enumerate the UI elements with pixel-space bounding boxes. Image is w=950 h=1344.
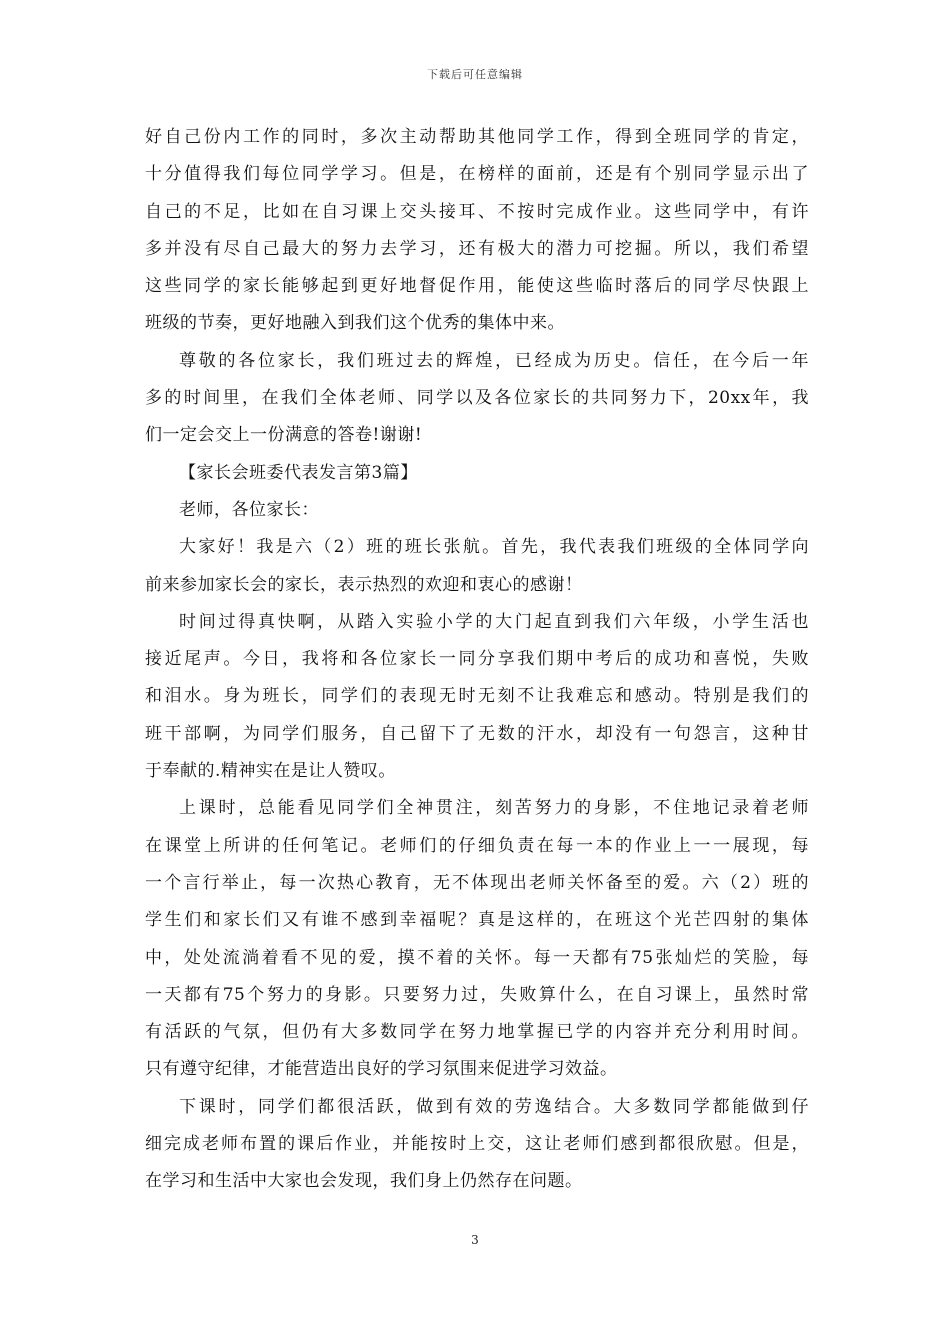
text-line: 多的时间里，在我们全体老师、同学以及各位家长的共同努力下，20xx年，我: [145, 388, 809, 409]
text-line: 和泪水。身为班长，同学们的表现无时无刻不让我难忘和感动。特别是我们的: [145, 686, 809, 707]
text-line: 只有遵守纪律，才能营造出良好的学习氛围来促进学习效益。: [145, 1059, 618, 1080]
text-line: 们一定会交上一份满意的答卷!谢谢!: [145, 425, 423, 446]
text-line: 下课时，同学们都很活跃，做到有效的劳逸结合。大多数同学都能做到仔: [179, 1096, 809, 1117]
text-line: 在课堂上所讲的任何笔记。老师们的仔细负责在每一本的作业上一一展现，每: [145, 835, 809, 856]
text-line: 班级的节奏，更好地融入到我们这个优秀的集体中来。: [145, 313, 565, 334]
text-line: 中，处处流淌着看不见的爱，摸不着的关怀。每一天都有75张灿烂的笑脸，每: [145, 947, 809, 968]
text-line: 接近尾声。今日，我将和各位家长一同分享我们期中考后的成功和喜悦，失败: [145, 649, 809, 670]
page-header: 下载后可任意编辑: [427, 68, 523, 81]
text-line: 于奉献的.精神实在是让人赞叹。: [145, 761, 396, 782]
text-line: 有活跃的气氛，但仍有大多数同学在努力地掌握已学的内容并充分利用时间。: [145, 1022, 809, 1043]
text-line: 多并没有尽自己最大的努力去学习，还有极大的潜力可挖掘。所以，我们希望: [145, 238, 809, 259]
text-line: 细完成老师布置的课后作业，并能按时上交，这让老师们感到都很欣慰。但是，: [145, 1134, 809, 1155]
text-line: 十分值得我们每位同学学习。但是，在榜样的面前，还是有个别同学显示出了: [145, 164, 809, 185]
salutation: 老师，各位家长：: [179, 499, 319, 520]
text-line: 这些同学的家长能够起到更好地督促作用，能使这些临时落后的同学尽快跟上: [145, 276, 809, 297]
text-line: 学生们和家长们又有谁不感到幸福呢？真是这样的，在班这个光芒四射的集体: [145, 910, 809, 931]
page-number: 3: [471, 1233, 479, 1247]
text-line: 大家好！我是六（2）班的班长张航。首先，我代表我们班级的全体同学向: [179, 537, 809, 558]
text-line: 班干部啊，为同学们服务，自己留下了无数的汗水，却没有一句怨言，这种甘: [145, 723, 809, 744]
section-heading: 【家长会班委代表发言第3篇】: [179, 462, 418, 483]
text-line: 好自己份内工作的同时，多次主动帮助其他同学工作，得到全班同学的肯定，: [145, 127, 809, 147]
text-line: 一天都有75个努力的身影。只要努力过，失败算什么，在自习课上，虽然时常: [145, 984, 809, 1005]
text-line: 尊敬的各位家长，我们班过去的辉煌，已经成为历史。信任，在今后一年: [179, 350, 809, 371]
document-body: [145, 119, 809, 1201]
text-line: 一个言行举止，每一次热心教育，无不体现出老师关怀备至的爱。六（2）班的: [145, 872, 809, 893]
text-line: 时间过得真快啊，从踏入实验小学的大门起直到我们六年级，小学生活也: [179, 611, 809, 632]
text-line: 前来参加家长会的家长，表示热烈的欢迎和衷心的感谢！: [145, 574, 583, 595]
text-line: 在学习和生活中大家也会发现，我们身上仍然存在问题。: [145, 1171, 583, 1192]
text-line: 上课时，总能看见同学们全神贯注，刻苦努力的身影，不住地记录着老师: [179, 798, 809, 819]
text-line: 自己的不足，比如在自习课上交头接耳、不按时完成作业。这些同学中，有许: [145, 201, 809, 222]
